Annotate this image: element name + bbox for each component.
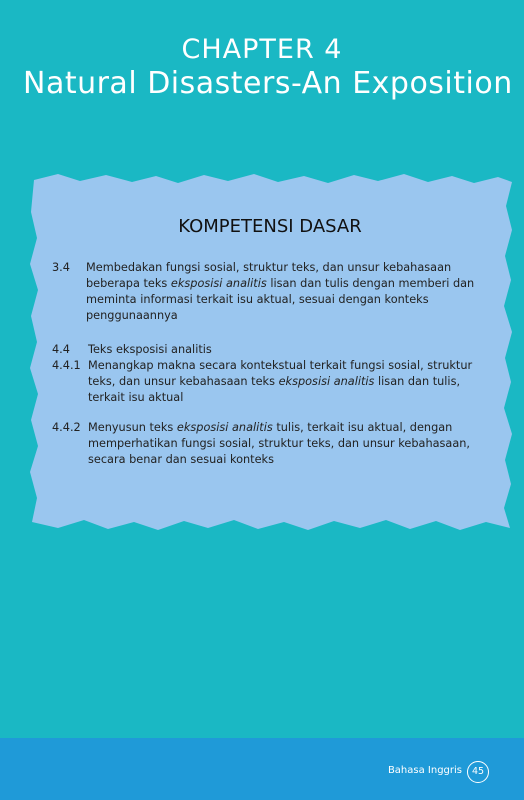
chapter-title: Natural Disasters-An Exposition xyxy=(23,66,513,101)
competency-title: KOMPETENSI DASAR xyxy=(178,216,362,237)
item-number: 3.4 xyxy=(52,261,70,274)
item-text: Menyusun teks eksposisi analitis tulis, terkait isu aktual, dengan memperhatikan fungsi sosial, struktur teks, dan unsur kebahasaan, secara benar dan sesuai konteks xyxy=(88,421,471,466)
item-text: Membedakan fungsi sosial, struktur teks, dan unsur kebahasaan beberapa teks eksposisi analitis lisan dan tulis dengan memberi dan meminta informasi terkait isu aktual, sesuai dengan konteks penggunaannya xyxy=(86,261,475,322)
page-number: 45 xyxy=(467,761,489,783)
footer-subject: Bahasa Inggris xyxy=(387,765,462,776)
chapter-label: CHAPTER 4 xyxy=(181,34,343,65)
footer-bar xyxy=(0,738,524,800)
item-number: 4.4 xyxy=(52,343,70,356)
item-text: Teks eksposisi analitis xyxy=(88,343,212,356)
item-text: Menangkap makna secara kontekstual terkait fungsi sosial, struktur teks, dan unsur kebahasaan teks eksposisi analitis lisan dan tulis, terkait isu aktual xyxy=(88,359,473,404)
item-number: 4.4.1 xyxy=(52,359,81,372)
item-number: 4.4.2 xyxy=(52,421,81,434)
competency-panel xyxy=(28,172,512,532)
